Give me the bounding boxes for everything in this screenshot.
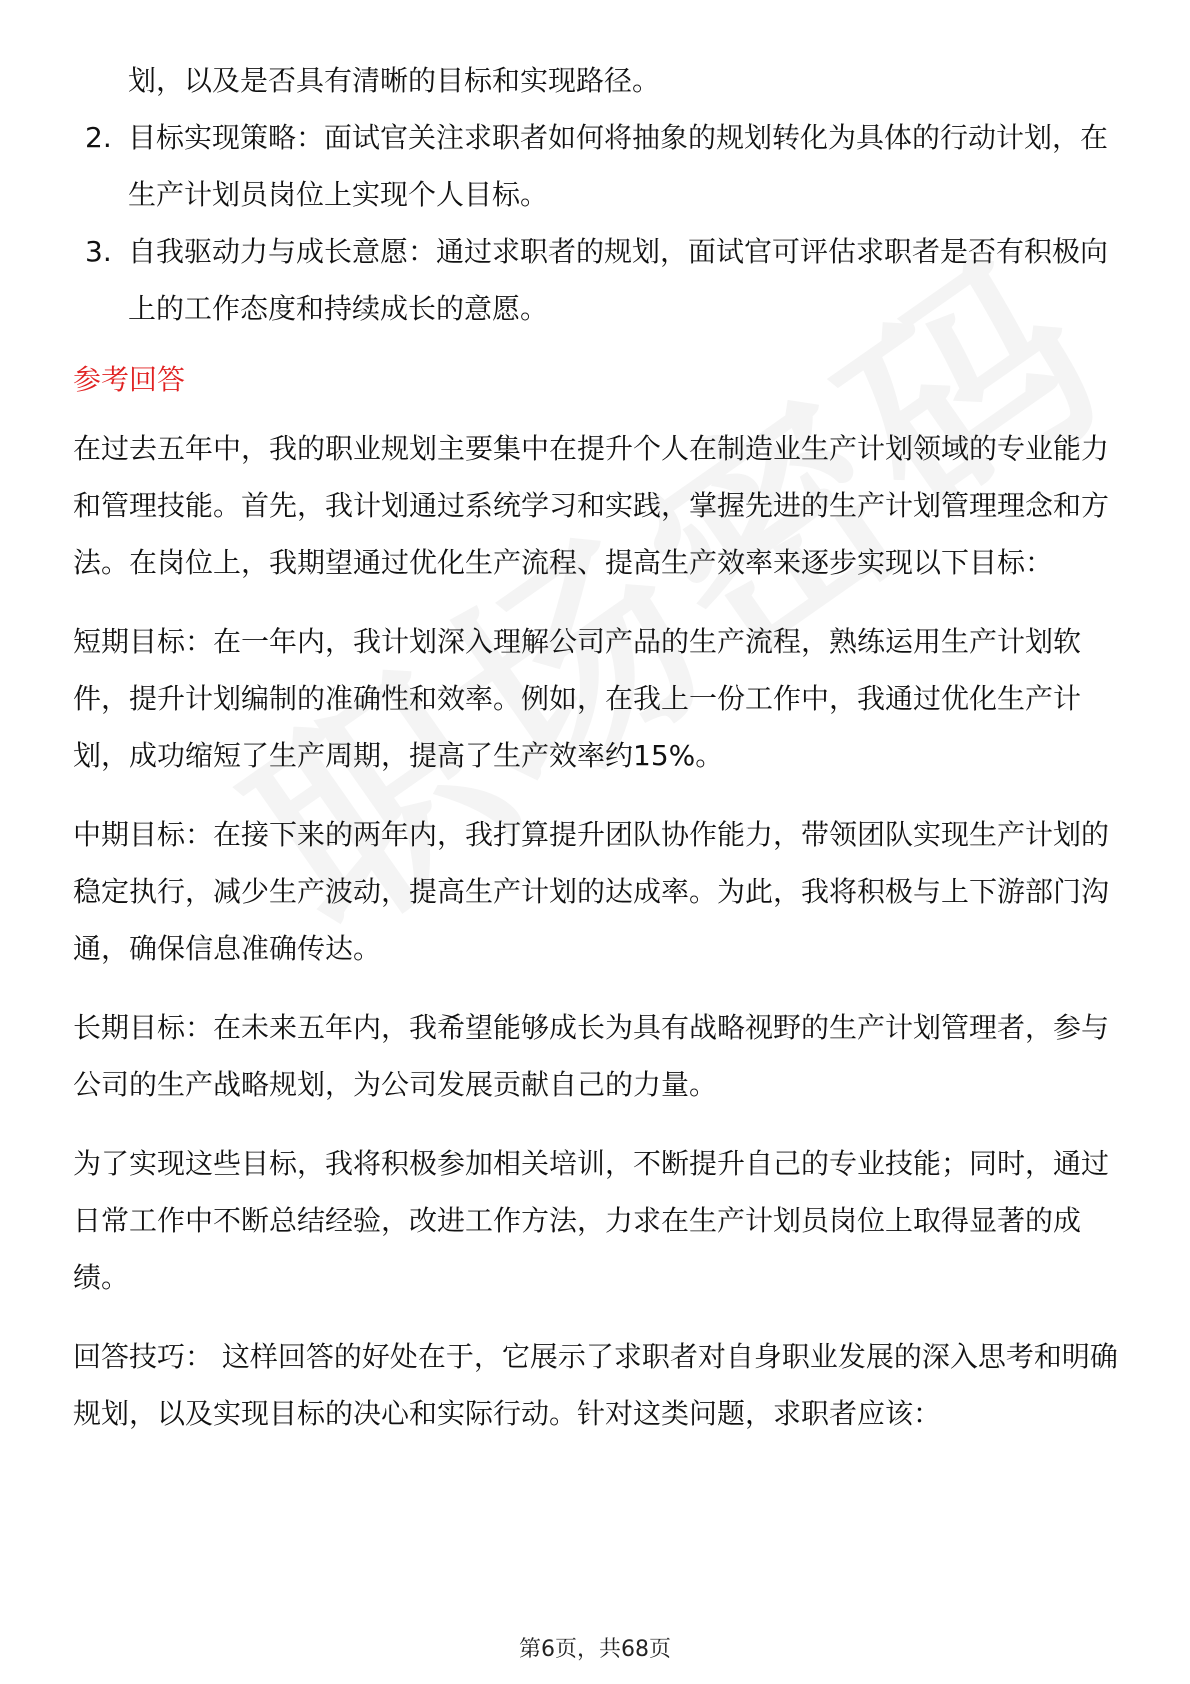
paragraph-actions: 为了实现这些目标，我将积极参加相关培训，不断提升自己的专业技能；同时，通过日常工作中不断总结经验，改进工作方法，力求在生产计划员岗位上取得显著的成绩。 <box>73 1147 1110 1294</box>
list-item <box>73 109 1123 223</box>
paragraph-overview: 在过去五年中，我的职业规划主要集中在提升个人在制造业生产计划领域的专业能力和管理技能。首先，我计划通过系统学习和实践，掌握先进的生产计划管理理念和方法。在岗位上，我期望通过优化生产流程、提高生产效率来逐步实现以下目标： <box>73 432 1110 579</box>
paragraph-short-term: 短期目标：在一年内，我计划深入理解公司产品的生产流程，熟练运用生产计划软件，提升计划编制的准确性和效率。例如，在我上一份工作中，我通过优化生产计划，成功缩短了生产周期，提高了生产效率约15%。 <box>73 625 1082 772</box>
list-number: 2. <box>85 121 112 154</box>
list-item-text: 自我驱动力与成长意愿：通过求职者的规划，面试官可评估求职者是否有积极向上的工作态度和持续成长的意愿。 <box>128 235 1109 325</box>
list-item <box>73 223 1123 337</box>
section-heading: 参考回答 <box>73 363 186 396</box>
page-content <box>73 52 1123 1442</box>
paragraph-tips: 回答技巧： 这样回答的好处在于，它展示了求职者对自身职业发展的深入思考和明确规划，以及实现目标的决心和实际行动。针对这类问题，求职者应该： <box>73 1340 1118 1430</box>
paragraph-long-term: 长期目标：在未来五年内，我希望能够成长为具有战略视野的生产计划管理者，参与公司的生产战略规划，为公司发展贡献自己的力量。 <box>73 1011 1110 1101</box>
paragraph-mid-term: 中期目标：在接下来的两年内，我打算提升团队协作能力，带领团队实现生产计划的稳定执行，减少生产波动，提高生产计划的达成率。为此，我将积极与上下游部门沟通，确保信息准确传达。 <box>73 818 1110 965</box>
list-number: 3. <box>85 235 112 268</box>
page-footer: 第6页，共68页 <box>519 1637 671 1662</box>
intro-continuation: 划，以及是否具有清晰的目标和实现路径。 <box>128 64 661 97</box>
list-item-text: 目标实现策略：面试官关注求职者如何将抽象的规划转化为具体的行动计划，在生产计划员岗位上实现个人目标。 <box>128 121 1109 211</box>
